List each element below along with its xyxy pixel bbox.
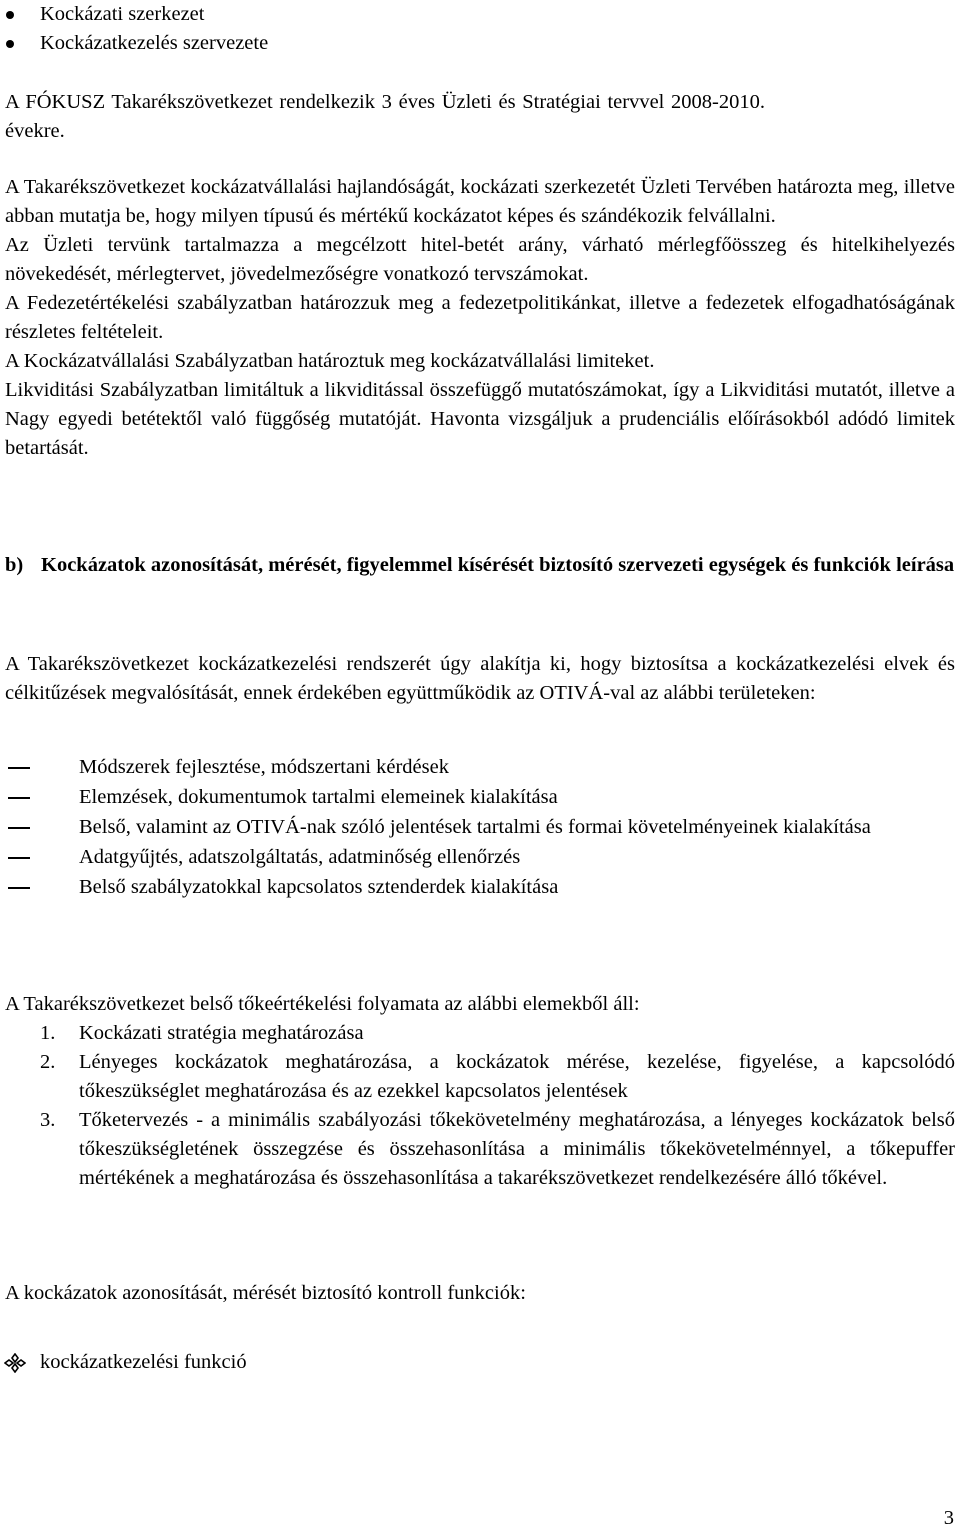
bullet-item-text: Kockázatkezelés szervezete bbox=[40, 32, 269, 54]
dash-list-item bbox=[5, 783, 955, 812]
control-intro: A kockázatok azonosítását, mérését biztosító kontroll funkciók: bbox=[5, 1282, 526, 1304]
section-marker: b) bbox=[5, 554, 24, 576]
bullet-dot-icon bbox=[6, 11, 14, 19]
body-paragraph: A Kockázatvállalási Szabályzatban határoztuk meg kockázatvállalási limiteket. bbox=[5, 350, 655, 372]
dash-icon bbox=[8, 887, 30, 889]
numbered-item-text: Kockázati stratégia meghatározása bbox=[79, 1022, 364, 1044]
dash-list-item bbox=[5, 753, 955, 782]
dash-item-text: Belső szabályzatokkal kapcsolatos sztenderdek kialakítása bbox=[79, 876, 559, 898]
section-paragraph: A Takarékszövetkezet kockázatkezelési rendszerét úgy alakítja ki, hogy biztosítsa a kockázatkezelési elvek és célkitűzések megvalósítását, ennek érdekében együttműködik az OTIVÁ-val az alábbi területeken: bbox=[5, 653, 955, 704]
numbered-list-item bbox=[5, 1048, 955, 1106]
section-title: Kockázatok azonosítását, mérését, figyelemmel kísérését biztosító szervezeti egységek és funkciók leírása bbox=[41, 554, 955, 576]
dash-list-item bbox=[5, 813, 955, 842]
dash-list bbox=[5, 753, 955, 902]
intro-paragraph: A FÓKUSZ Takarékszövetkezet rendelkezik 3 éves Üzleti és Stratégiai tervvel 2008-2010. évekre. bbox=[5, 91, 765, 142]
bullet-item-text: Kockázati szerkezet bbox=[40, 3, 205, 25]
diamond-item-text: kockázatkezelési funkció bbox=[40, 1351, 247, 1373]
item-number: 2. bbox=[40, 1051, 56, 1073]
numbered-list-item bbox=[5, 1019, 955, 1048]
dash-item-text: Módszerek fejlesztése, módszertani kérdések bbox=[79, 756, 449, 778]
dash-icon bbox=[8, 767, 30, 769]
item-number: 1. bbox=[40, 1022, 56, 1044]
diamond-list-item bbox=[40, 1348, 920, 1377]
body-paragraph: Likviditási Szabályzatban limitáltuk a likviditással összefüggő mutatószámokat, így a Likviditási mutatót, illetve a Nagy egyedi betétektől való függőség mutatóját. Havonta vizsgáljuk a prudenciális előírásokból adódó limitek betartását. bbox=[5, 379, 955, 459]
intro-paragraph-block bbox=[5, 88, 765, 146]
dash-list-item bbox=[5, 843, 955, 872]
process-intro-block bbox=[5, 990, 955, 1019]
body-paragraphs bbox=[5, 173, 955, 463]
process-intro: A Takarékszövetkezet belső tőkeértékelési folyamata az alábbi elemekből áll: bbox=[5, 993, 640, 1015]
dash-item-text: Adatgyűjtés, adatszolgáltatás, adatminőség ellenőrzés bbox=[79, 846, 521, 868]
dash-icon bbox=[8, 857, 30, 859]
section-heading bbox=[5, 551, 955, 580]
dash-item-text: Belső, valamint az OTIVÁ-nak szóló jelentések tartalmi és formai követelményeinek kialakítása bbox=[79, 816, 871, 838]
body-paragraph: A Takarékszövetkezet kockázatvállalási hajlandóságát, kockázati szerkezetét Üzleti Tervében határozta meg, illetve abban mutatja be, hogy milyen típusú és mértékű kockázatot képes és szándékozik felvállalni. bbox=[5, 176, 955, 227]
four-diamond-bullet-icon bbox=[4, 1353, 26, 1373]
bullet-item bbox=[40, 29, 920, 58]
bullet-dot-icon bbox=[6, 40, 14, 48]
dash-icon bbox=[8, 827, 30, 829]
control-intro-block bbox=[5, 1279, 955, 1308]
item-number: 3. bbox=[40, 1109, 56, 1131]
page-number: 3 bbox=[943, 1507, 954, 1529]
numbered-list bbox=[5, 1019, 955, 1193]
numbered-item-text: Tőketervezés - a minimális szabályozási tőkekövetelmény meghatározása, a lényeges kockázatok belső tőkeszükségletének összegzése és összehasonlítása a minimális tőkekövetelménnyel, a tőkepuffer mértékének a meghatározása és összehasonlítása a takarékszövetkezet rendelkezésére álló tőkével. bbox=[79, 1109, 955, 1189]
dash-icon bbox=[8, 797, 30, 799]
numbered-list-item bbox=[5, 1106, 955, 1193]
body-paragraph: A Fedezetértékelési szabályzatban határozzuk meg a fedezetpolitikánkat, illetve a fedezetek elfogadhatóságának részletes feltételeit. bbox=[5, 292, 955, 343]
dash-item-text: Elemzések, dokumentumok tartalmi elemeinek kialakítása bbox=[79, 786, 558, 808]
body-paragraph: Az Üzleti tervünk tartalmazza a megcélzott hitel-betét arány, várható mérlegfőösszeg és hitelkihelyezés növekedését, mérlegtervet, jövedelmezőségre vonatkozó tervszámokat. bbox=[5, 234, 955, 285]
section-paragraph-block bbox=[5, 650, 955, 708]
numbered-item-text: Lényeges kockázatok meghatározása, a kockázatok mérése, kezelése, figyelése, a kapcsolódó tőkeszükséglet meghatározása és az ezekkel kapcsolatos jelentések bbox=[79, 1051, 955, 1102]
bullet-item bbox=[40, 0, 920, 29]
dash-list-item bbox=[5, 873, 955, 902]
